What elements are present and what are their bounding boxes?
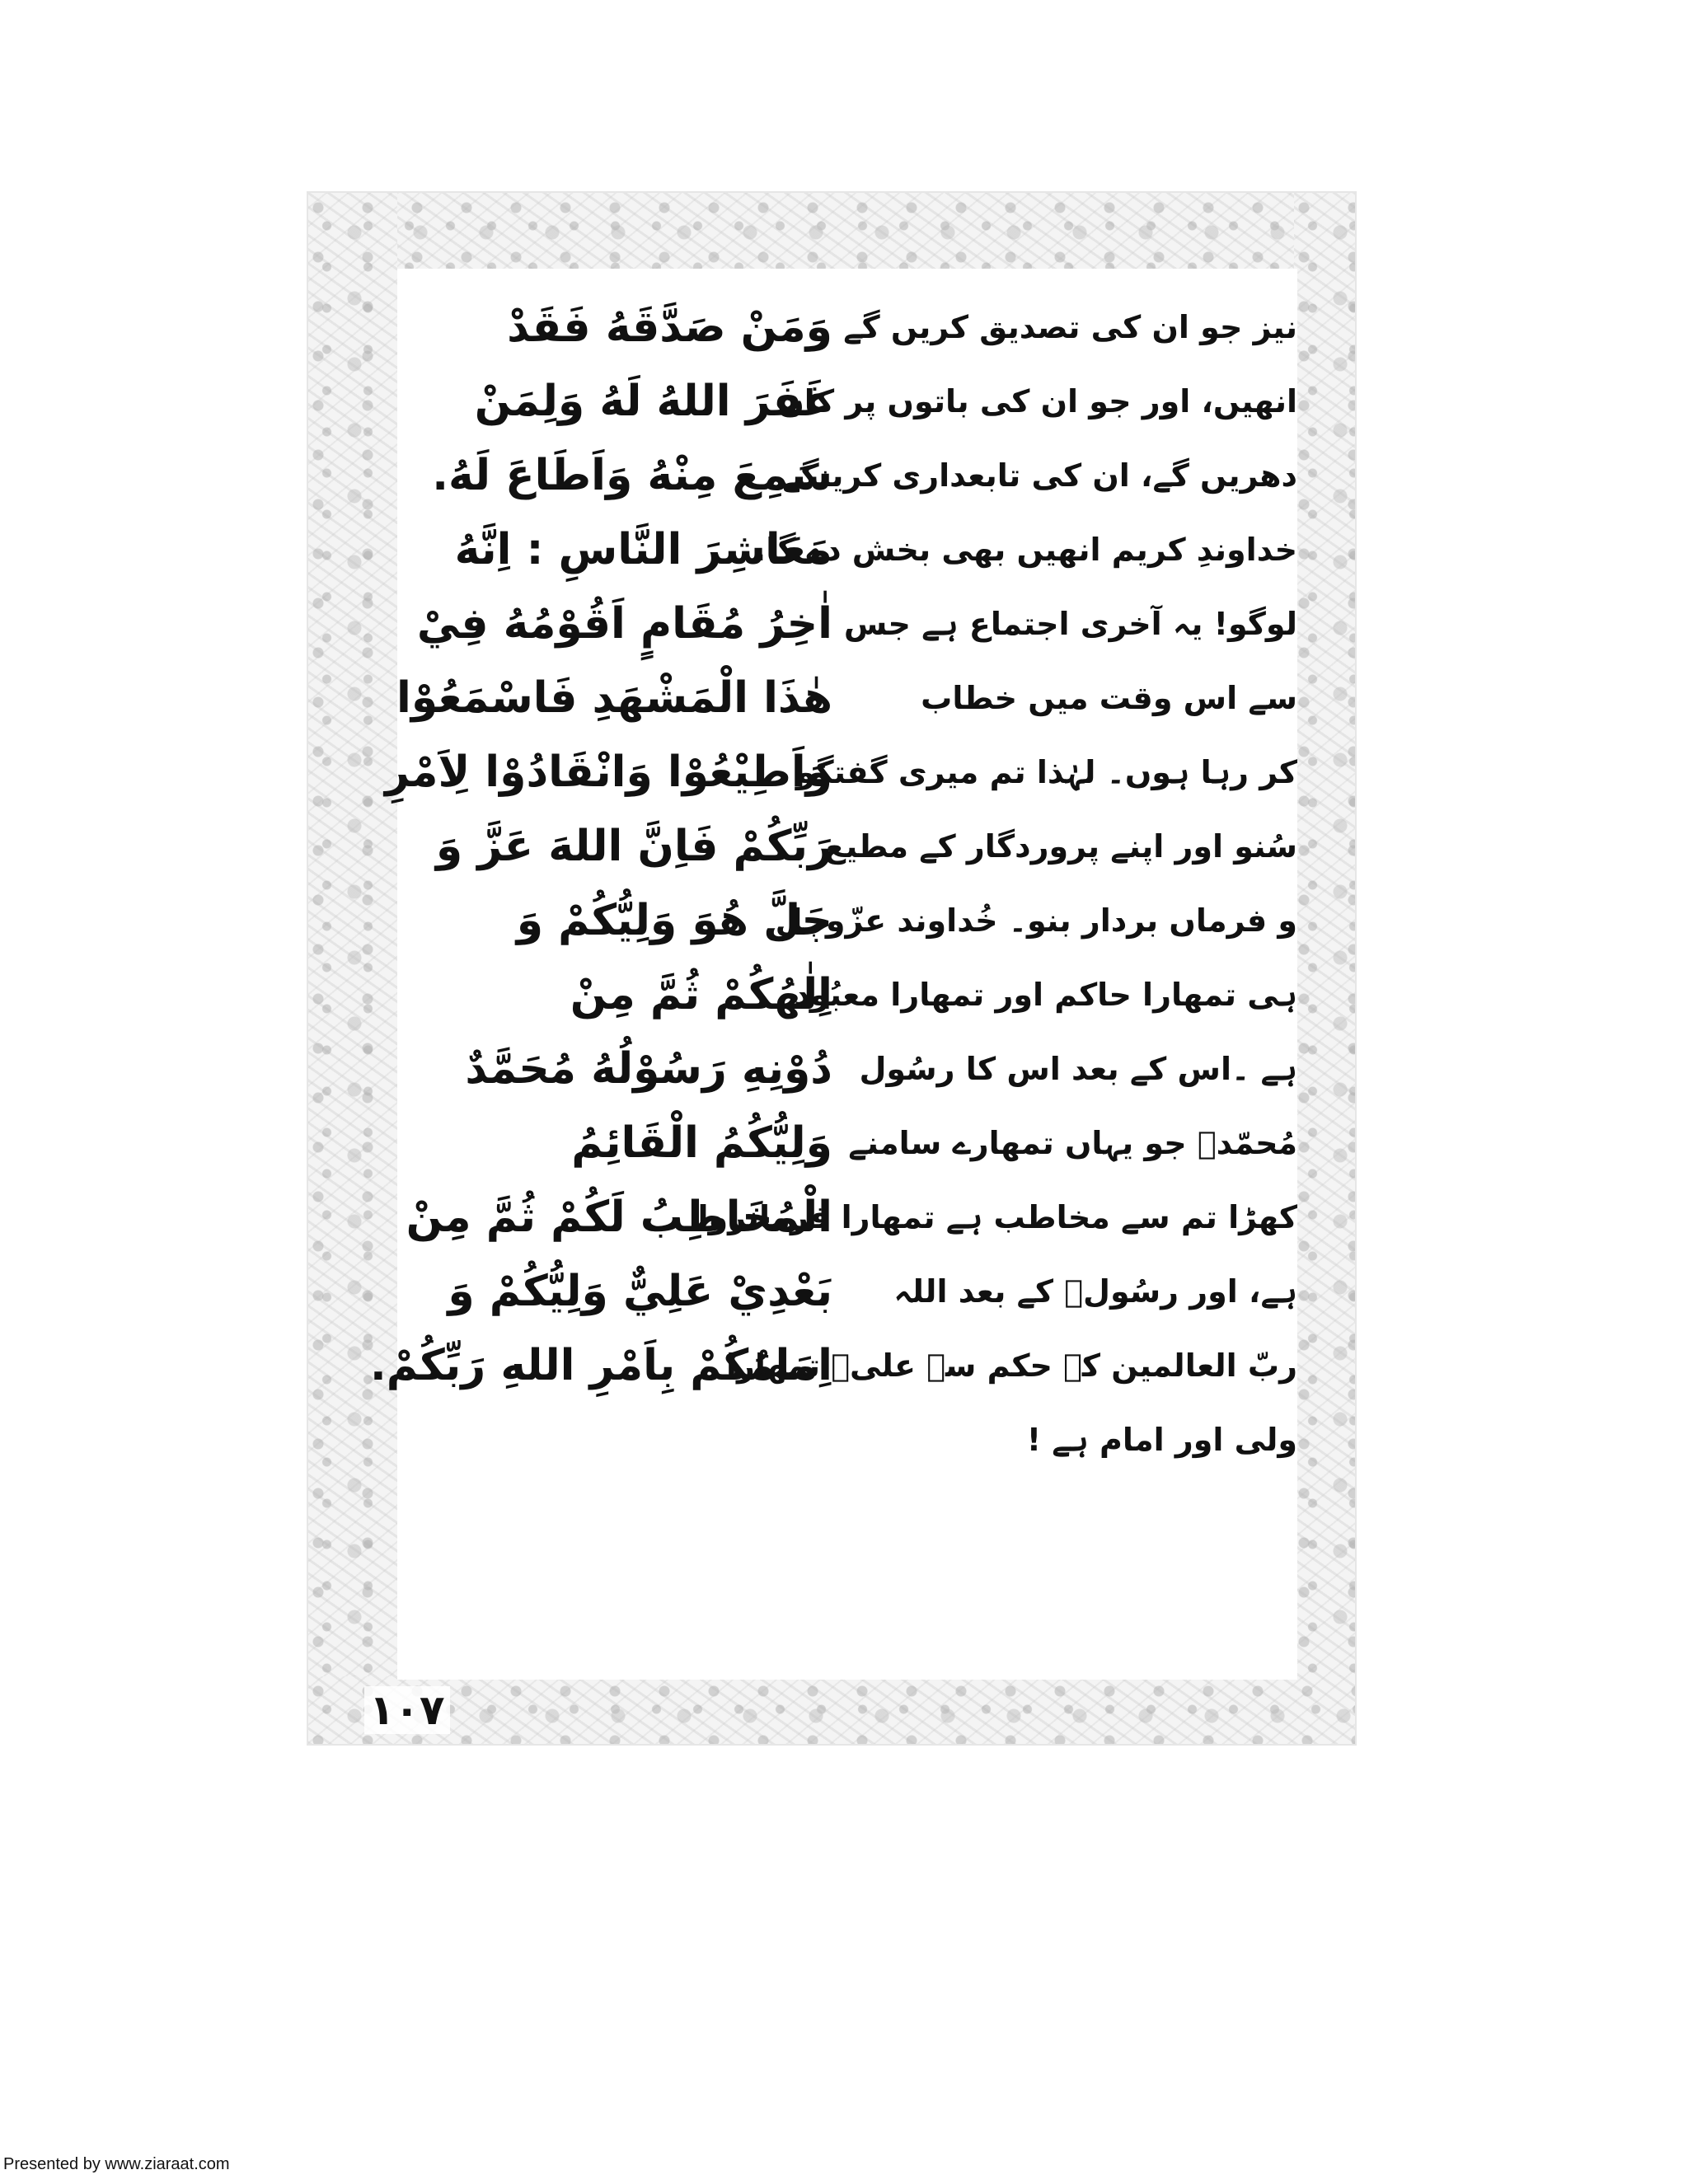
arabic-line: جَلَّ هُوَ وَلِيُّكُمْ وَ (516, 896, 832, 945)
urdu-line: لوگو! یہ آخری اجتماع ہے جس (843, 606, 1297, 642)
urdu-line: کھڑا تم سے مخاطب ہے تمھارا فرمانروا (697, 1199, 1297, 1235)
floral-border-right (1294, 193, 1355, 1744)
arabic-line: بَعْدِيْ عَلِيٌّ وَلِيُّكُمْ وَ (448, 1267, 832, 1316)
floral-border-left (308, 193, 397, 1744)
arabic-line: اِمَامُكُمْ بِاَمْرِ اللهِ رَبِّكُمْ. (369, 1341, 832, 1390)
floral-border-bottom (308, 1676, 1355, 1744)
arabic-line: رَبِّكُمْ فَاِنَّ اللهَ عَزَّ وَ (435, 822, 832, 871)
arabic-line: الْمُخَاطِبُ لَكُمْ ثُمَّ مِنْ (406, 1193, 832, 1242)
urdu-line: و فرماں بردار بنو۔ خُداوند عزّوجل (775, 902, 1297, 939)
arabic-line: وَلِيُّكُمُ الْقَائِمُ (571, 1118, 832, 1168)
footer-credit: Presented by www.ziaraat.com (3, 2155, 230, 2173)
urdu-line: سُنو اور اپنے پروردگار کے مطیع (824, 828, 1297, 865)
urdu-line: ہے، اور رسُولؐ کے بعد اللہ (893, 1273, 1297, 1310)
urdu-line: دھریں گے، ان کی تابعداری کرینگے (782, 457, 1297, 494)
arabic-line: اِلٰهُكُمْ ثُمَّ مِنْ (570, 970, 832, 1019)
urdu-line: ہی تمھارا حاکم اور تمھارا معبُود (794, 977, 1297, 1013)
urdu-line: مُحمّدؐ جو یہاں تمھارے سامنے (848, 1125, 1297, 1161)
urdu-line: خداوندِ کریم انھیں بھی بخش دے گا. (753, 532, 1297, 568)
arabic-line: اٰخِرُ مُقَامٍ اَقُوْمُهُ فِيْ (416, 599, 832, 649)
arabic-column (369, 269, 859, 1680)
urdu-line: سے اس وقت میں خطاب (921, 680, 1297, 716)
arabic-line: غَفَرَ اللهُ لَهُ وَلِمَنْ (474, 377, 832, 426)
urdu-line: ولی اور امام ہے ! (1026, 1422, 1297, 1458)
arabic-line: سَمِعَ مِنْهُ وَاَطَاعَ لَهُ. (432, 451, 832, 500)
arabic-line: وَمَنْ صَدَّقَهُ فَقَدْ (507, 302, 832, 352)
urdu-line: نیز جو ان کی تصدیق کریں گے (843, 309, 1297, 345)
text-area (369, 269, 1297, 1680)
book-page (307, 191, 1357, 1746)
page-number: ۱۰۷ (364, 1686, 450, 1734)
arabic-line: وَاَطِيْعُوْا وَانْقَادُوْا لِاَمْرِ (384, 748, 832, 797)
urdu-line: ربّ العالمین کے حکم سے علیؑ تمھارا (726, 1347, 1297, 1384)
floral-border-top (308, 193, 1355, 269)
urdu-line: کر رہا ہوں۔ لہٰذا تم میری گفتگو (795, 754, 1297, 790)
arabic-line: مَعَاشِرَ النَّاسِ : اِنَّهُ (454, 525, 832, 574)
arabic-line: دُوْنِهِ رَسُوْلُهُ مُحَمَّدٌ (465, 1044, 832, 1094)
arabic-line: هٰذَا الْمَشْهَدِ فَاسْمَعُوْا (396, 673, 832, 723)
urdu-line: انھیں، اور جو ان کی باتوں پر کان (777, 383, 1297, 419)
urdu-line: ہے ۔اس کے بعد اس کا رسُول (859, 1051, 1297, 1087)
